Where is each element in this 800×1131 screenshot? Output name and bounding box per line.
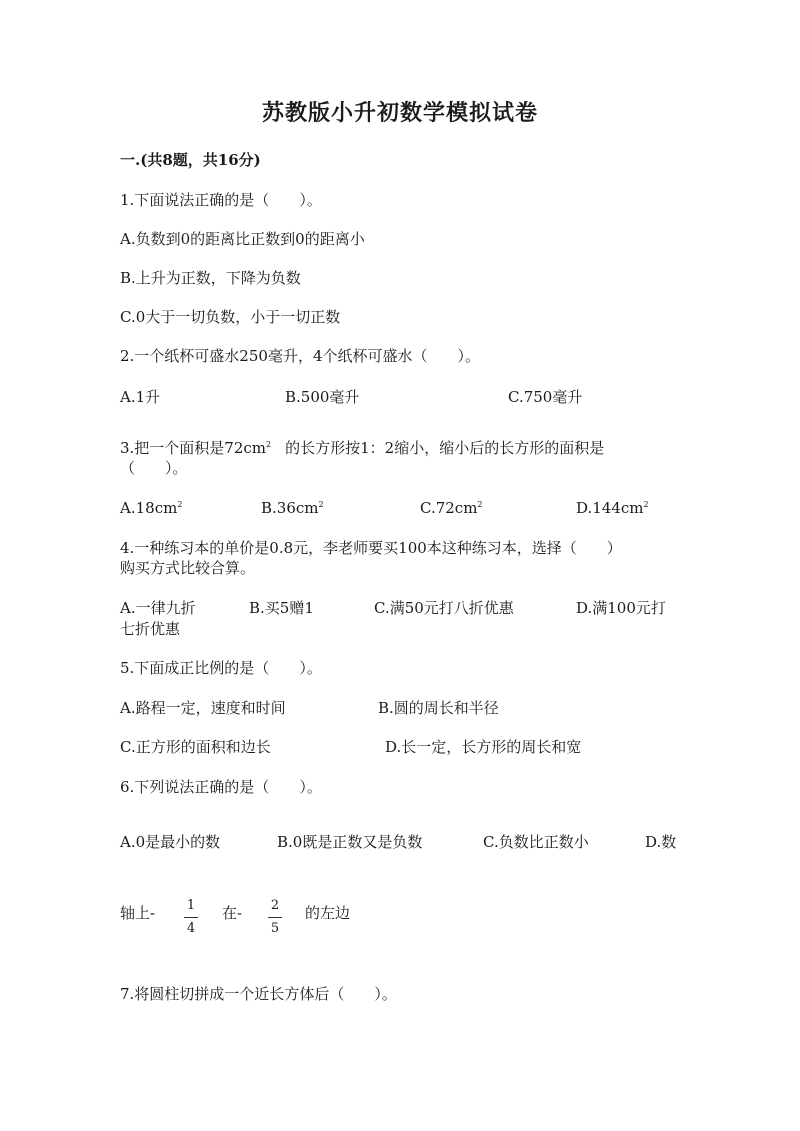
question-3-option-d-text: D.144cm <box>576 499 644 517</box>
question-5-option-c: C.正方形的面积和边长 <box>120 738 271 756</box>
question-3-stem-part1: 3.把一个面积是72cm <box>120 439 267 457</box>
question-4-option-d: D.满100元打 <box>576 599 666 617</box>
fraction-numerator: 1 <box>186 898 196 913</box>
question-4-option-c: C.满50元打八折优惠 <box>374 599 514 617</box>
question-7-stem: 7.将圆柱切拼成一个近长方体后（ ）。 <box>120 985 397 1003</box>
page-title: 苏教版小升初数学模拟试卷 <box>261 100 538 126</box>
fraction-denominator: 5 <box>270 921 280 936</box>
question-6-option-a: A.0是最小的数 <box>120 833 221 851</box>
question-3-option-b <box>261 498 324 518</box>
question-6-option-d-prefix: 轴上- <box>120 904 156 922</box>
fraction-numerator: 2 <box>270 898 280 913</box>
squared-superscript: 2 <box>318 500 324 509</box>
question-5-option-b: B.圆的周长和半径 <box>378 699 499 717</box>
question-4-stem-line2: 购买方式比较合算。 <box>120 559 256 577</box>
question-6-stem: 6.下列说法正确的是（ ）。 <box>120 778 322 796</box>
fraction-one-quarter <box>184 898 198 937</box>
question-2-option-a: A.1升 <box>120 388 161 406</box>
question-3-option-c-text: C.72cm <box>420 499 478 517</box>
question-3-option-a-text: A.18cm <box>120 499 178 517</box>
question-4-option-d-continued: 七折优惠 <box>120 620 181 638</box>
question-1-option-b: B.上升为正数，下降为负数 <box>120 269 301 287</box>
section-heading: 一.(共8题，共16分) <box>120 151 261 169</box>
fraction-two-fifths <box>268 898 282 937</box>
question-6-option-b: B.0既是正数又是负数 <box>277 833 423 851</box>
question-5-option-a: A.路程一定，速度和时间 <box>120 699 286 717</box>
question-3-option-c <box>420 498 483 518</box>
question-6-option-d: D.数 <box>645 833 677 851</box>
question-1-stem: 1.下面说法正确的是（ ）。 <box>120 191 322 209</box>
question-2-stem: 2.一个纸杯可盛水250毫升，4个纸杯可盛水（ ）。 <box>120 347 480 365</box>
squared-superscript: 2 <box>643 500 649 509</box>
question-6-option-c: C.负数比正数小 <box>483 833 589 851</box>
question-6-option-d-suffix: 的左边 <box>305 904 351 922</box>
question-3-stem-line2: （ ）。 <box>120 459 188 477</box>
fraction-bar <box>184 917 198 918</box>
question-3-option-d <box>576 498 649 518</box>
squared-superscript: 2 <box>266 440 272 449</box>
question-4-option-b: B.买5赠1 <box>249 599 314 617</box>
question-3-option-a <box>120 498 182 518</box>
question-1-option-c: C.0大于一切负数，小于一切正数 <box>120 308 341 326</box>
question-3-stem <box>120 438 604 458</box>
fraction-bar <box>268 917 282 918</box>
squared-superscript: 2 <box>477 500 483 509</box>
question-3-option-b-text: B.36cm <box>261 499 319 517</box>
question-6-option-d-middle: 在- <box>222 904 243 922</box>
question-3-stem-part2: 的长方形按1：2缩小，缩小后的长方形的面积是 <box>285 439 605 457</box>
squared-superscript: 2 <box>177 500 183 509</box>
question-2-option-c: C.750毫升 <box>508 388 583 406</box>
fraction-denominator: 4 <box>186 921 196 936</box>
question-5-stem: 5.下面成正比例的是（ ）。 <box>120 659 322 677</box>
question-4-option-a: A.一律九折 <box>120 599 196 617</box>
question-1-option-a: A.负数到0的距离比正数到0的距离小 <box>120 230 365 248</box>
question-4-stem-line1: 4.一种练习本的单价是0.8元，李老师要买100本这种练习本，选择（ ） <box>120 539 622 557</box>
question-2-option-b: B.500毫升 <box>285 388 360 406</box>
question-5-option-d: D.长一定，长方形的周长和宽 <box>385 738 582 756</box>
